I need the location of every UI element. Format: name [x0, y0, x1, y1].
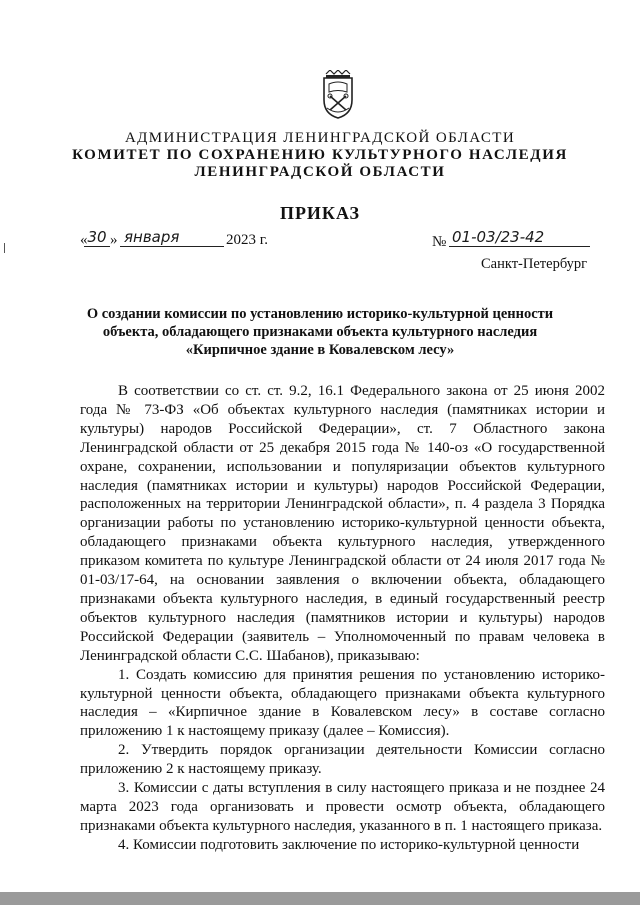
subject-line: объекта, обладающего признаками объекта культурного наследия — [102, 324, 538, 340]
subject-line: «Кирпичное здание в Ковалевском лесу» — [185, 342, 455, 358]
city-name: Санкт-Петербург — [481, 256, 588, 272]
order-item-3: 3. Комиссии с даты вступления в силу настоящего приказа и не позднее 24 марта 2023 года организовать и провести осмотр объекта, обладающего признаками объекта культурного наследия, указанного в п. 1 настоящего приказа. — [80, 780, 605, 834]
date-month-handwritten: января — [120, 228, 224, 247]
order-item-2: 2. Утвердить порядок организации деятельности Комиссии согласно приложению 2 к настоящему приказу. — [80, 742, 605, 778]
order-number-handwritten: 01-03/23-42 — [449, 228, 590, 247]
coat-of-arms-emblem — [318, 70, 358, 120]
organization-name: АДМИНИСТРАЦИЯ ЛЕНИНГРАДСКОЙ ОБЛАСТИ — [124, 130, 516, 146]
order-subject — [0, 305, 640, 359]
order-body — [80, 382, 605, 855]
committee-region: ЛЕНИНГРАДСКОЙ ОБЛАСТИ — [194, 164, 446, 180]
date-day-handwritten: 30 — [84, 228, 110, 247]
scan-bottom-edge — [0, 892, 640, 905]
subject-line: О создании комиссии по установлению историко-культурной ценности — [86, 306, 554, 322]
margin-mark — [4, 243, 5, 253]
order-number-label: № — [432, 234, 447, 250]
order-item-4: 4. Комиссии подготовить заключение по историко-культурной ценности — [118, 836, 580, 853]
document-type-title: ПРИКАЗ — [279, 203, 361, 223]
preamble-paragraph: В соответствии со ст. ст. 9.2, 16.1 Федерального закона от 25 июня 2002 года № 73-ФЗ «Об объектах культурного наследия (памятниках истории и культуры) народов Российской Федерации», ст. 7 Областного закона Ленинградской области от 25 декабря 2015 года № 140-оз «О государственной охране, сохранении, использовании и популяризации объектов культурного наследия (памятниках истории и культуры) народов Российской Федерации, расположенных на территории Ленинградской области», п. 4 раздела 3 Порядка организации работы по установлению историко-культурной ценности объекта, обладающего признаками объекта культурного наследия, утвержденного приказом комитета по культуре Ленинградской области от 24 июля 2017 года № 01-03/17-64, на основании заявления о включении объекта, обладающего признаками объекта культурного наследия, в единый государственный реестр объектов культурного наследия (памятников истории и культуры) народов Российской Федерации (заявитель – Уполномоченный по правам человека в Ленинградской области С.С. Шабанов), приказываю: — [80, 383, 605, 664]
committee-name: КОМИТЕТ ПО СОХРАНЕНИЮ КУЛЬТУРНОГО НАСЛЕДИЯ — [72, 147, 568, 163]
date-close-quote: » — [110, 232, 118, 248]
date-open-quote: « — [80, 232, 88, 248]
date-year: 2023 г. — [226, 232, 268, 248]
order-item-1: 1. Создать комиссию для принятия решения по установлению историко-культурной ценности объекта, обладающего признаками объекта культурного наследия – «Кирпичное здание в Ковалевском лесу» в составе согласно приложению 1 к настоящему приказу (далее – Комиссия). — [80, 666, 605, 740]
